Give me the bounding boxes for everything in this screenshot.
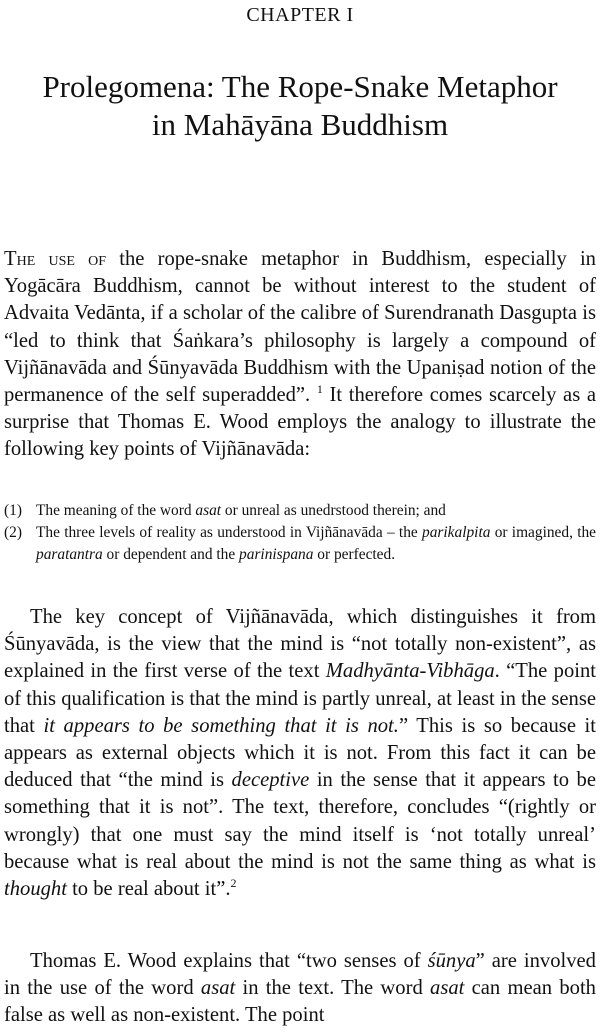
list-item-italic: paratantra	[36, 546, 103, 563]
paragraph-1-lead: The use of	[4, 248, 107, 270]
list-item	[4, 500, 596, 522]
paragraph-3-text: can mean both false as well as non-existent. The point	[4, 977, 596, 1027]
paragraph-2-italic: Madhyānta-Vibhāga	[325, 660, 495, 683]
paragraph-2-italic: thought	[4, 878, 67, 901]
paragraph-2-italic: it appears to be something that it is not.	[43, 714, 399, 737]
paragraph-3-text: Thomas E. Wood explains that “two senses of	[30, 950, 428, 972]
paragraph-2-text: ” This is so because it appears as external objects which it is not. From this fact it can be deduced that “the mind is	[4, 714, 597, 792]
numbered-list	[4, 500, 596, 566]
chapter-title	[0, 68, 600, 144]
paragraph-2-text: to be real about it”.	[66, 878, 231, 901]
list-item-text	[36, 500, 596, 522]
paragraph-2-text: in the sense that it appears to be something that it is not”. The text, therefore, concludes “(rightly or wrongly) that one must say the mind itself is ‘not totally unreal’ because what is real about the mind is not the same thing as what is	[4, 769, 596, 873]
footnote-marker-2: 2	[230, 876, 237, 891]
list-item-italic: parinispana	[239, 546, 314, 563]
paragraph-1-text-b: It therefore comes scarcely as a surprise that Thomas E. Wood employs the analogy to illustrate the following key points of Vijñānavāda:	[4, 384, 596, 461]
list-item-text-part: or imagined, the	[490, 524, 596, 541]
paragraph-3-italic: asat	[200, 977, 236, 1000]
paragraph-2-text: The key concept of Vijñānavāda, which distinguishes it from Śūnyavāda, is the view that the mind is “not totally non-existent”, as explained in the first verse of the text	[4, 606, 596, 683]
list-item-text-part: or perfected.	[313, 546, 396, 563]
list-item-number: (2)	[4, 524, 22, 541]
chapter-title-line-2: in Mahāyāna Buddhism	[151, 107, 449, 142]
list-item	[4, 522, 596, 566]
list-item-text-part: The meaning of the word	[36, 502, 196, 519]
paragraph-3-italic: śūnya	[427, 950, 476, 972]
paragraph-1	[4, 246, 596, 464]
paragraph-1-text-a: the rope-snake metaphor in Buddhism, especially in Yogācāra Buddhism, cannot be without interest to the student of Advaita Vedānta, if a scholar of the calibre of Surendranath Dasgupta is “led to think that Śaṅkara’s philosophy is largely a compound of Vijñānavāda and Śūnyavāda Buddhism with the Upaniṣad notion of the permanence of the self superadded”.	[4, 248, 596, 407]
list-item-text-part: or unreal as unedrstood therein; and	[221, 502, 446, 519]
paragraph-2-text: . “The point of this qualification is that the mind is partly unreal, at least in the sense that	[4, 660, 596, 737]
paragraph-2-italic: deceptive	[231, 769, 310, 792]
footnote-marker-1: 1	[316, 382, 323, 397]
list-item-text-part: The three levels of reality as understood in Vijñānavāda – the	[36, 524, 423, 541]
list-item-text	[36, 522, 596, 566]
paragraph-3	[4, 948, 596, 1030]
list-item-text-part: or dependent and the	[102, 546, 240, 563]
list-item-italic: parikalpita	[422, 524, 491, 541]
chapter-heading: CHAPTER I	[246, 4, 354, 26]
paragraph-3-italic: asat	[430, 977, 465, 1000]
chapter-title-line-1: Prolegomena: The Rope-Snake Metaphor	[42, 69, 558, 104]
list-item-number: (1)	[4, 502, 22, 519]
paragraph-3-text: in the text. The word	[235, 977, 431, 1000]
list-item-italic: asat	[195, 502, 222, 519]
paragraph-3-text: ” are involved in the use of the word	[4, 950, 596, 1000]
paragraph-2	[4, 604, 596, 903]
